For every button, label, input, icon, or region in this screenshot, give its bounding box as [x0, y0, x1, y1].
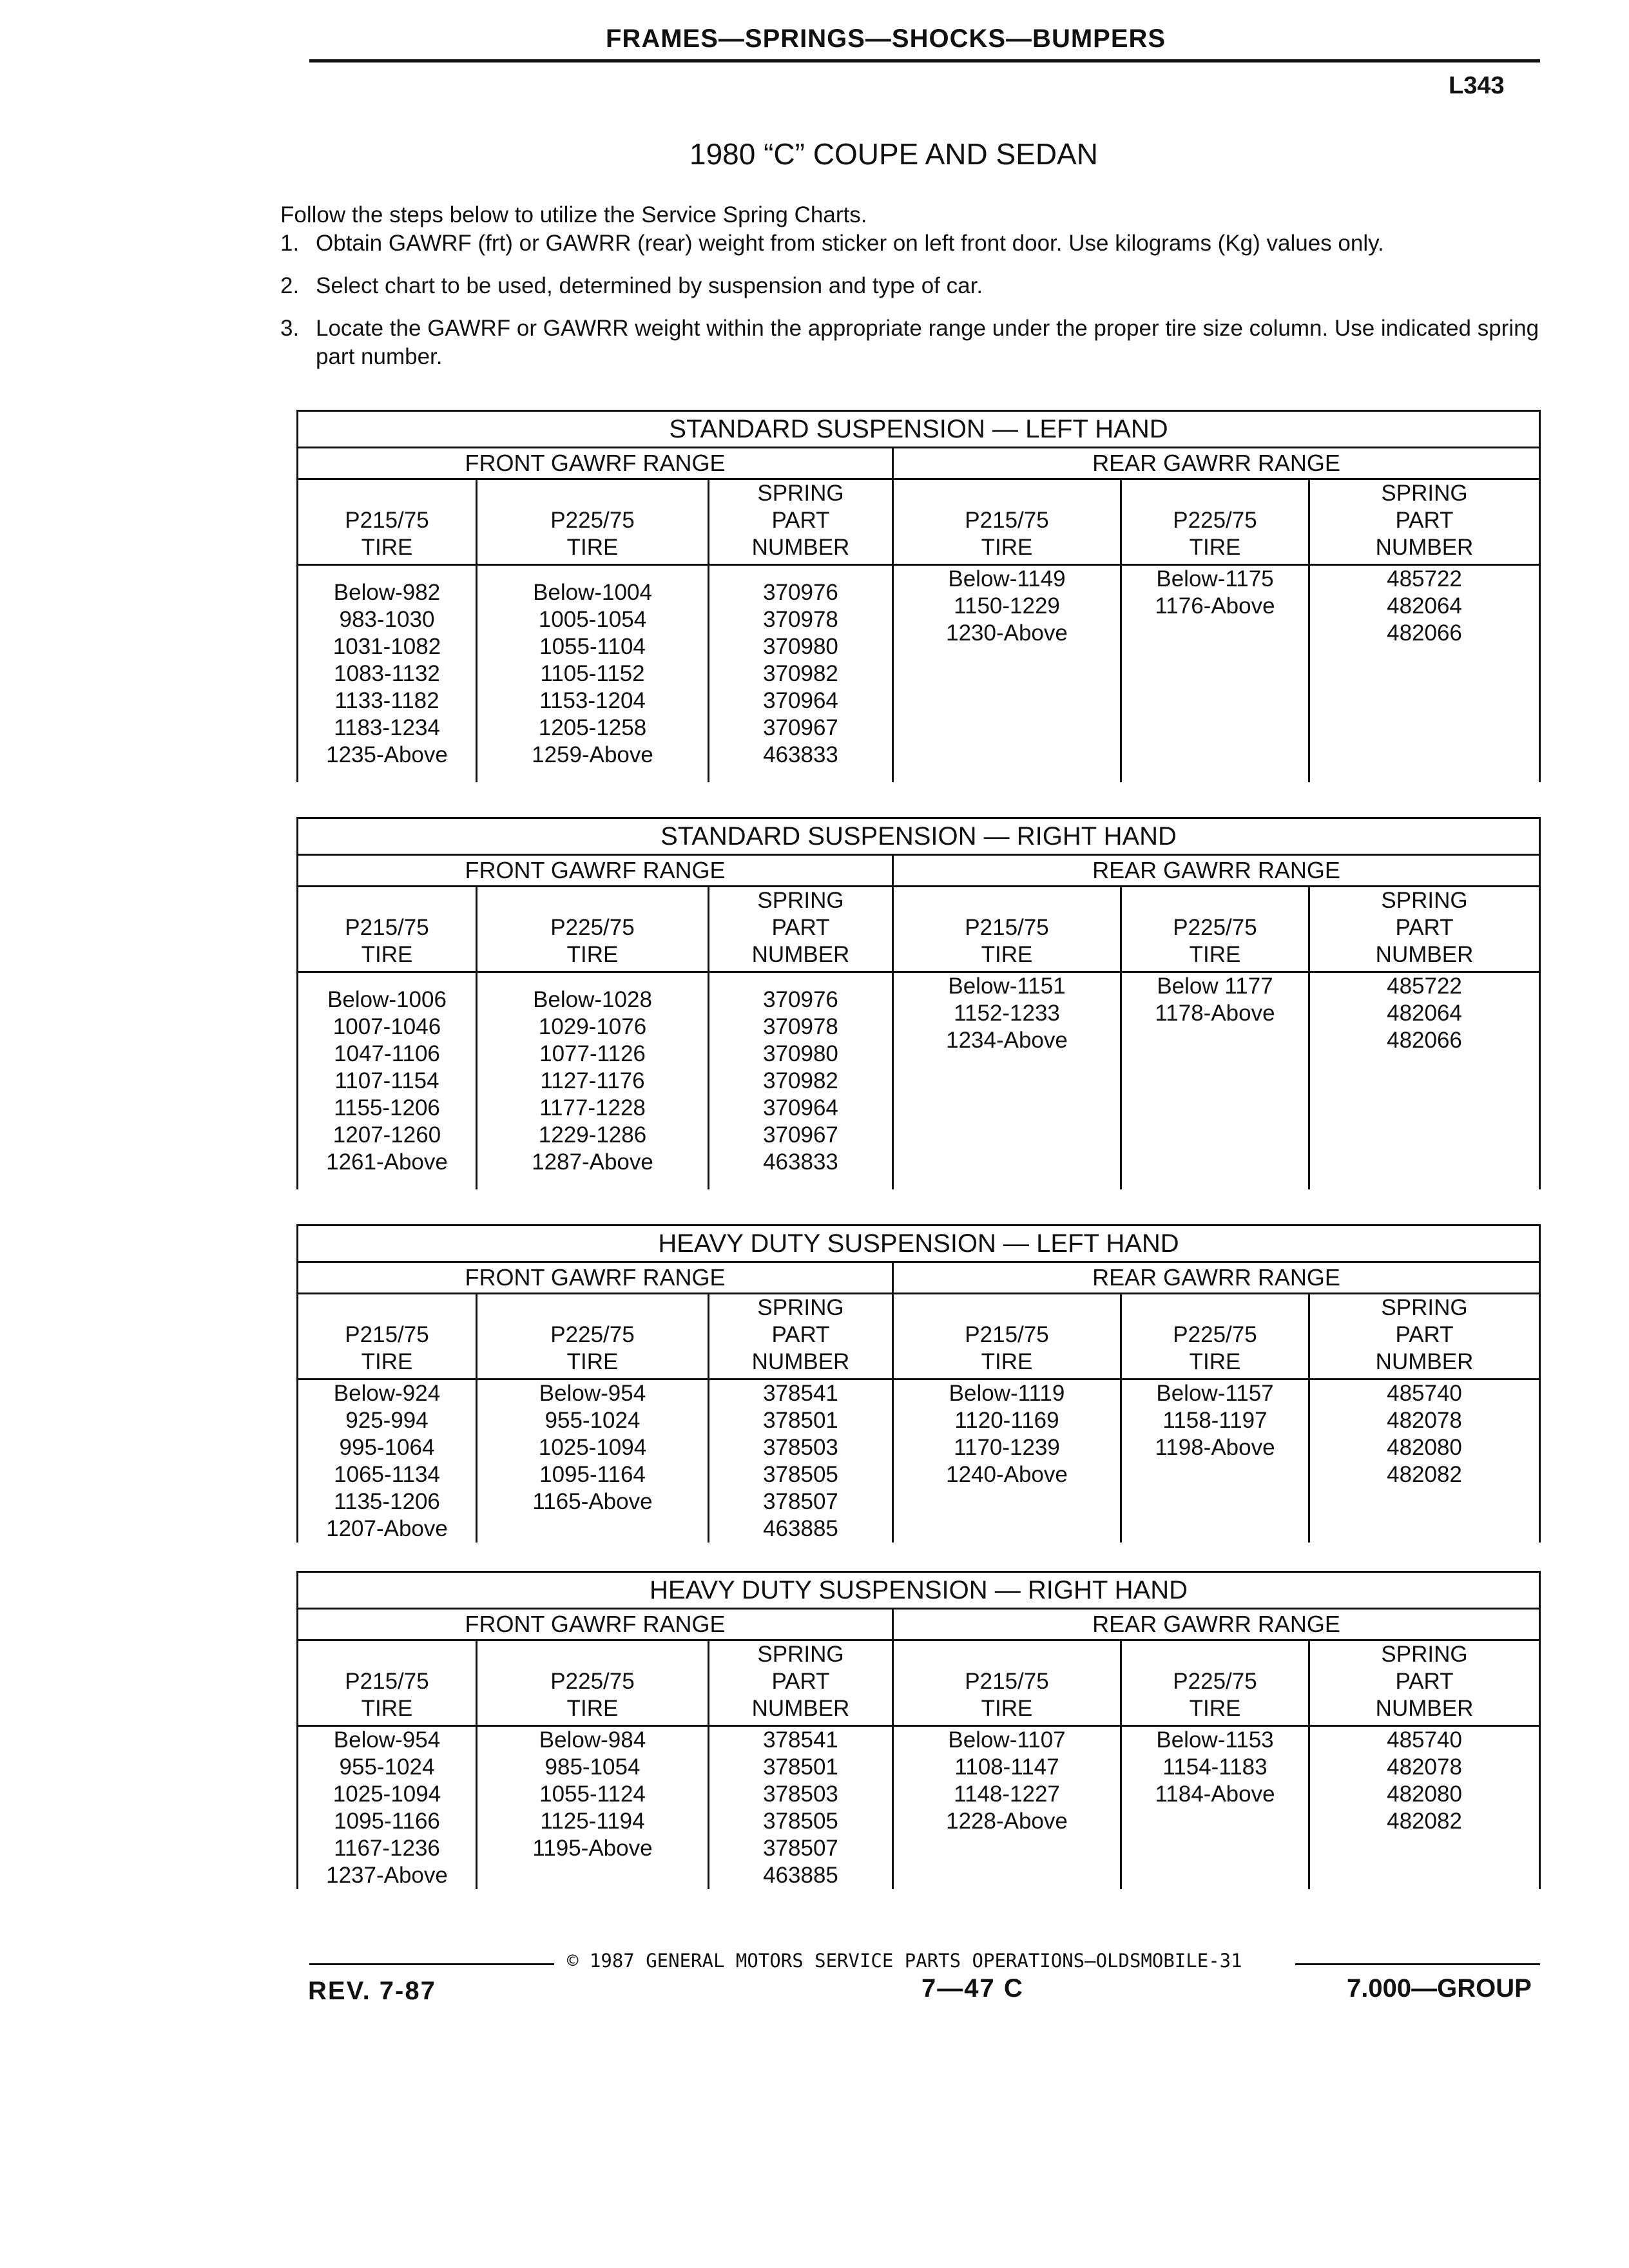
range-value: Below-954	[333, 1727, 441, 1753]
instructions-lead: Follow the steps below to utilize the Service Spring Charts.	[280, 202, 867, 227]
front-part-values	[709, 1379, 893, 1543]
range-value: 485740	[1387, 1727, 1462, 1753]
instruction-step	[280, 272, 1543, 300]
range-value: 1150-1229	[954, 593, 1060, 619]
range-value: 370967	[763, 1122, 838, 1148]
range-value: 1095-1164	[539, 1462, 646, 1487]
range-value: 1198-Above	[1155, 1435, 1275, 1460]
footer-copyright: © 1987 GENERAL MOTORS SERVICE PARTS OPERATIONS—OLDSMOBILE-31	[567, 1950, 1242, 1972]
range-value: 370980	[763, 634, 838, 659]
range-value: 1095-1166	[334, 1809, 440, 1834]
range-value: 1029-1076	[538, 1014, 647, 1039]
range-value: 370976	[763, 987, 838, 1012]
range-value: 1152-1233	[954, 1001, 1060, 1026]
range-value: 378501	[763, 1754, 838, 1780]
range-header-row	[298, 1609, 1540, 1640]
range-value: 378541	[763, 1727, 838, 1753]
rear-part-header	[1309, 1640, 1540, 1726]
rear-part-header	[1309, 887, 1540, 972]
rear-p215-values	[893, 972, 1121, 1190]
column-header-line: PART	[771, 915, 830, 940]
header-rule	[309, 59, 1540, 62]
range-value: 1055-1104	[539, 634, 646, 659]
rear-part-header	[1309, 479, 1540, 565]
range-value: 955-1024	[545, 1408, 641, 1433]
range-value: 463885	[763, 1516, 838, 1541]
instruction-steps	[280, 229, 1543, 371]
range-value: Below-1175	[1156, 566, 1274, 591]
rear-p215-values	[893, 565, 1121, 783]
table-title-row	[298, 411, 1540, 448]
footer-group: 7.000—GROUP	[1347, 1974, 1532, 2003]
front-range-header: FRONT GAWRF RANGE	[298, 1262, 893, 1294]
document-title: 1980 “C” COUPE AND SEDAN	[689, 137, 1098, 171]
range-value: 1228-Above	[946, 1809, 1068, 1834]
range-value: Below-1149	[948, 566, 1066, 591]
running-header-title: FRAMES—SPRINGS—SHOCKS—BUMPERS	[606, 24, 1166, 53]
column-header-row	[298, 1640, 1540, 1726]
column-header-line: NUMBER	[1375, 1349, 1474, 1374]
range-value: 482080	[1387, 1782, 1462, 1807]
rear-part-values	[1309, 1726, 1540, 1890]
column-header-line: NUMBER	[751, 535, 850, 560]
front-part-values	[709, 565, 893, 783]
footer-rule-right	[1295, 1963, 1540, 1965]
rear-p225-values	[1121, 1726, 1309, 1890]
range-value: 378507	[763, 1489, 838, 1514]
rear-part-values	[1309, 1379, 1540, 1543]
column-header-line: PART	[771, 1669, 830, 1694]
range-value: 1025-1094	[538, 1435, 647, 1460]
column-header-line: P215/75	[345, 1322, 429, 1347]
table-title: HEAVY DUTY SUSPENSION — RIGHT HAND	[298, 1572, 1540, 1609]
column-header-line: NUMBER	[751, 942, 850, 967]
range-value: 370982	[763, 661, 838, 686]
column-header-line: NUMBER	[1375, 535, 1474, 560]
column-header-line: NUMBER	[1375, 1696, 1474, 1721]
table-body-row	[298, 1379, 1540, 1543]
range-value: 1235-Above	[326, 742, 448, 767]
column-header-line: P225/75	[1173, 1322, 1257, 1347]
spring-chart-table	[296, 1571, 1541, 1889]
range-value: 995-1064	[339, 1435, 435, 1460]
range-value: Below-1151	[948, 974, 1066, 999]
rear-p225-header	[1121, 1294, 1309, 1379]
step-text: Select chart to be used, determined by suspension and type of car.	[316, 273, 983, 298]
range-value: 1183-1234	[334, 715, 440, 740]
rear-range-header: REAR GAWRR RANGE	[893, 1262, 1540, 1294]
step-number: 1.	[280, 231, 300, 256]
range-value: 1148-1227	[954, 1782, 1060, 1807]
front-p215-values	[298, 565, 477, 783]
range-value: 1184-Above	[1155, 1782, 1275, 1807]
table-title: STANDARD SUSPENSION — RIGHT HAND	[298, 818, 1540, 855]
rear-p225-header	[1121, 479, 1309, 565]
range-value: 1170-1239	[954, 1435, 1060, 1460]
column-header-line: P225/75	[1173, 915, 1257, 940]
range-value: 1154-1183	[1162, 1754, 1268, 1780]
instructions	[280, 201, 1543, 385]
rear-part-values	[1309, 972, 1540, 1190]
front-part-header	[709, 1294, 893, 1379]
range-value: Below-1004	[533, 580, 652, 605]
column-header-line: P225/75	[550, 1322, 635, 1347]
range-value: 378503	[763, 1435, 838, 1460]
column-header-line: SPRING	[757, 1295, 844, 1320]
range-value: 370978	[763, 607, 838, 632]
instruction-step	[280, 229, 1543, 258]
column-header-row	[298, 479, 1540, 565]
range-value: Below-1006	[327, 987, 447, 1012]
column-header-line: P225/75	[550, 915, 635, 940]
table-title-row	[298, 818, 1540, 855]
range-header-row	[298, 855, 1540, 887]
range-value: 378503	[763, 1782, 838, 1807]
instruction-step	[280, 314, 1543, 371]
range-value: 482066	[1387, 1028, 1462, 1053]
front-p225-header	[477, 1640, 709, 1726]
range-value: 1133-1182	[334, 688, 439, 713]
range-value: 1135-1206	[334, 1489, 440, 1514]
column-header-line: P215/75	[965, 1669, 1049, 1694]
front-range-header: FRONT GAWRF RANGE	[298, 448, 893, 479]
table-title-row	[298, 1572, 1540, 1609]
column-header-line: NUMBER	[1375, 942, 1474, 967]
column-header-line: P225/75	[1173, 1669, 1257, 1694]
column-header-line: TIRE	[566, 942, 619, 967]
range-value: 1207-Above	[326, 1516, 448, 1541]
range-value: Below-1153	[1156, 1727, 1274, 1753]
range-value: 1234-Above	[946, 1028, 1068, 1053]
range-value: 1107-1154	[334, 1068, 439, 1093]
rear-p225-values	[1121, 565, 1309, 783]
front-p225-values	[477, 1379, 709, 1543]
column-header-line: PART	[771, 508, 830, 533]
range-value: 1125-1194	[540, 1809, 645, 1834]
front-part-header	[709, 1640, 893, 1726]
spring-chart-table	[296, 1224, 1541, 1542]
footer-revision: REV. 7-87	[308, 1977, 436, 2005]
range-value: 1007-1046	[333, 1014, 441, 1039]
front-p215-header	[298, 1294, 477, 1379]
range-value: 378501	[763, 1408, 838, 1433]
column-header-line: TIRE	[566, 1696, 619, 1721]
column-header-line: TIRE	[361, 1349, 413, 1374]
range-value: 1105-1152	[540, 661, 645, 686]
range-value: 482080	[1387, 1435, 1462, 1460]
front-p215-values	[298, 1379, 477, 1543]
column-header-line: SPRING	[757, 888, 844, 913]
table-body-row	[298, 1726, 1540, 1890]
rear-range-header: REAR GAWRR RANGE	[893, 855, 1540, 887]
range-value: 463833	[763, 1149, 838, 1175]
range-value: 1178-Above	[1155, 1001, 1275, 1026]
front-range-header: FRONT GAWRF RANGE	[298, 855, 893, 887]
rear-part-header	[1309, 1294, 1540, 1379]
range-value: Below-924	[333, 1381, 441, 1406]
column-header-line: P215/75	[345, 915, 429, 940]
rear-p215-header	[893, 1294, 1121, 1379]
range-value: 1153-1204	[539, 688, 646, 713]
front-range-header: FRONT GAWRF RANGE	[298, 1609, 893, 1640]
rear-p215-header	[893, 479, 1121, 565]
range-header-row	[298, 1262, 1540, 1294]
rear-p225-values	[1121, 972, 1309, 1190]
range-value: 1287-Above	[532, 1149, 653, 1175]
step-text: Obtain GAWRF (frt) or GAWRR (rear) weight from sticker on left front door. Use kilograms (Kg) values only.	[316, 231, 1384, 256]
table-title: HEAVY DUTY SUSPENSION — LEFT HAND	[298, 1225, 1540, 1262]
range-value: Below-1157	[1156, 1381, 1274, 1406]
step-text: Locate the GAWRF or GAWRR weight within the appropriate range under the proper tire size column. Use indicated spring part number.	[316, 316, 1539, 369]
column-header-line: PART	[1395, 1669, 1454, 1694]
column-header-line: SPRING	[1381, 888, 1468, 913]
range-value: 983-1030	[339, 607, 435, 632]
range-value: Below-1119	[949, 1381, 1065, 1406]
front-part-header	[709, 479, 893, 565]
range-value: 1237-Above	[326, 1863, 448, 1888]
range-value: 1108-1147	[954, 1754, 1059, 1780]
column-header-line: P225/75	[550, 508, 635, 533]
front-part-values	[709, 972, 893, 1190]
column-header-line: PART	[1395, 915, 1454, 940]
range-value: 1158-1197	[1162, 1408, 1268, 1433]
rear-part-values	[1309, 565, 1540, 783]
range-value: Below-1028	[533, 987, 652, 1012]
column-header-line: SPRING	[1381, 1295, 1468, 1320]
range-value: 1261-Above	[326, 1149, 448, 1175]
column-header-line: P215/75	[345, 508, 429, 533]
range-value: 485740	[1387, 1381, 1462, 1406]
front-p225-header	[477, 1294, 709, 1379]
column-header-line: SPRING	[1381, 1642, 1468, 1667]
rear-p215-values	[893, 1726, 1121, 1890]
spring-chart-table	[296, 410, 1541, 782]
range-value: 1207-1260	[333, 1122, 441, 1148]
range-value: 1031-1082	[333, 634, 441, 659]
front-p225-header	[477, 887, 709, 972]
range-value: 1167-1236	[334, 1836, 440, 1861]
range-header-row	[298, 448, 1540, 479]
column-header-line: TIRE	[1189, 1696, 1241, 1721]
range-value: 378507	[763, 1836, 838, 1861]
column-header-line: TIRE	[981, 1349, 1033, 1374]
range-value: 1259-Above	[532, 742, 653, 767]
range-value: 1077-1126	[539, 1041, 646, 1066]
rear-p225-values	[1121, 1379, 1309, 1543]
range-value: 482082	[1387, 1462, 1462, 1487]
range-value: 1177-1228	[539, 1095, 646, 1120]
footer-page-number: 7—47 C	[921, 1974, 1024, 2003]
column-header-line: TIRE	[361, 535, 413, 560]
range-value: 1176-Above	[1155, 593, 1275, 619]
column-header-line: NUMBER	[751, 1696, 850, 1721]
rear-p215-values	[893, 1379, 1121, 1543]
front-p215-header	[298, 479, 477, 565]
column-header-line: NUMBER	[751, 1349, 850, 1374]
column-header-line: PART	[1395, 1322, 1454, 1347]
table-body-row	[298, 565, 1540, 783]
column-header-line: TIRE	[981, 535, 1033, 560]
column-header-line: TIRE	[1189, 1349, 1241, 1374]
spring-chart-table	[296, 817, 1541, 1189]
rear-p215-header	[893, 887, 1121, 972]
range-value: 482064	[1387, 1001, 1462, 1026]
range-value: 370976	[763, 580, 838, 605]
column-header-line: P215/75	[965, 1322, 1049, 1347]
column-header-line: PART	[1395, 508, 1454, 533]
range-value: Below-1107	[948, 1727, 1066, 1753]
column-header-line: TIRE	[361, 942, 413, 967]
range-value: 925-994	[345, 1408, 429, 1433]
range-value: 1165-Above	[532, 1489, 653, 1514]
range-value: 482078	[1387, 1408, 1462, 1433]
range-value: 378541	[763, 1381, 838, 1406]
range-value: Below-984	[539, 1727, 646, 1753]
range-value: 485722	[1387, 974, 1462, 999]
range-value: 1065-1134	[334, 1462, 440, 1487]
front-p225-header	[477, 479, 709, 565]
range-value: 370964	[763, 1095, 838, 1120]
range-value: 370982	[763, 1068, 838, 1093]
page-code: L343	[1449, 72, 1505, 99]
column-header-line: SPRING	[1381, 481, 1468, 506]
range-value: 485722	[1387, 566, 1462, 591]
range-value: Below 1177	[1157, 974, 1273, 999]
range-value: 463885	[763, 1863, 838, 1888]
front-part-values	[709, 1726, 893, 1890]
front-p225-values	[477, 565, 709, 783]
front-p215-header	[298, 1640, 477, 1726]
rear-p215-header	[893, 1640, 1121, 1726]
front-part-header	[709, 887, 893, 972]
step-number: 2.	[280, 273, 300, 298]
column-header-line: P215/75	[965, 915, 1049, 940]
table-title-row	[298, 1225, 1540, 1262]
range-value: 378505	[763, 1809, 838, 1834]
step-number: 3.	[280, 316, 300, 341]
front-p225-values	[477, 1726, 709, 1890]
rear-range-header: REAR GAWRR RANGE	[893, 448, 1540, 479]
range-value: 1155-1206	[334, 1095, 440, 1120]
rear-range-header: REAR GAWRR RANGE	[893, 1609, 1540, 1640]
range-value: Below-982	[333, 580, 441, 605]
range-value: 463833	[763, 742, 838, 767]
range-value: 1047-1106	[334, 1041, 440, 1066]
range-value: 1083-1132	[334, 661, 440, 686]
column-header-line: TIRE	[566, 1349, 619, 1374]
range-value: 370980	[763, 1041, 838, 1066]
range-value: 1005-1054	[538, 607, 647, 632]
front-p215-values	[298, 972, 477, 1190]
range-value: 1120-1169	[954, 1408, 1059, 1433]
range-value: 1230-Above	[946, 620, 1068, 646]
column-header-line: TIRE	[361, 1696, 413, 1721]
front-p215-values	[298, 1726, 477, 1890]
column-header-line: P225/75	[550, 1669, 635, 1694]
column-header-line: P225/75	[1173, 508, 1257, 533]
column-header-line: TIRE	[981, 1696, 1033, 1721]
range-value: 1055-1124	[539, 1782, 646, 1807]
range-value: 482066	[1387, 620, 1462, 646]
footer-rule-left	[309, 1963, 554, 1965]
range-value: 482082	[1387, 1809, 1462, 1834]
rear-p225-header	[1121, 887, 1309, 972]
range-value: 1195-Above	[532, 1836, 653, 1861]
range-value: 370967	[763, 715, 838, 740]
table-body-row	[298, 972, 1540, 1190]
column-header-line: P215/75	[345, 1669, 429, 1694]
column-header-line: SPRING	[757, 1642, 844, 1667]
range-value: 955-1024	[339, 1754, 435, 1780]
column-header-line: TIRE	[566, 535, 619, 560]
front-p225-values	[477, 972, 709, 1190]
range-value: 1205-1258	[538, 715, 647, 740]
range-value: 985-1054	[545, 1754, 641, 1780]
range-value: 370978	[763, 1014, 838, 1039]
range-value: 1025-1094	[333, 1782, 441, 1807]
column-header-line: TIRE	[1189, 942, 1241, 967]
range-value: 378505	[763, 1462, 838, 1487]
column-header-row	[298, 887, 1540, 972]
column-header-line: P215/75	[965, 508, 1049, 533]
column-header-line: TIRE	[981, 942, 1033, 967]
range-value: Below-954	[539, 1381, 646, 1406]
range-value: 1229-1286	[538, 1122, 647, 1148]
front-p215-header	[298, 887, 477, 972]
range-value: 1240-Above	[946, 1462, 1068, 1487]
range-value: 482064	[1387, 593, 1462, 619]
range-value: 370964	[763, 688, 838, 713]
rear-p225-header	[1121, 1640, 1309, 1726]
column-header-line: PART	[771, 1322, 830, 1347]
range-value: 1127-1176	[540, 1068, 645, 1093]
column-header-row	[298, 1294, 1540, 1379]
column-header-line: TIRE	[1189, 535, 1241, 560]
table-title: STANDARD SUSPENSION — LEFT HAND	[298, 411, 1540, 448]
range-value: 482078	[1387, 1754, 1462, 1780]
column-header-line: SPRING	[757, 481, 844, 506]
